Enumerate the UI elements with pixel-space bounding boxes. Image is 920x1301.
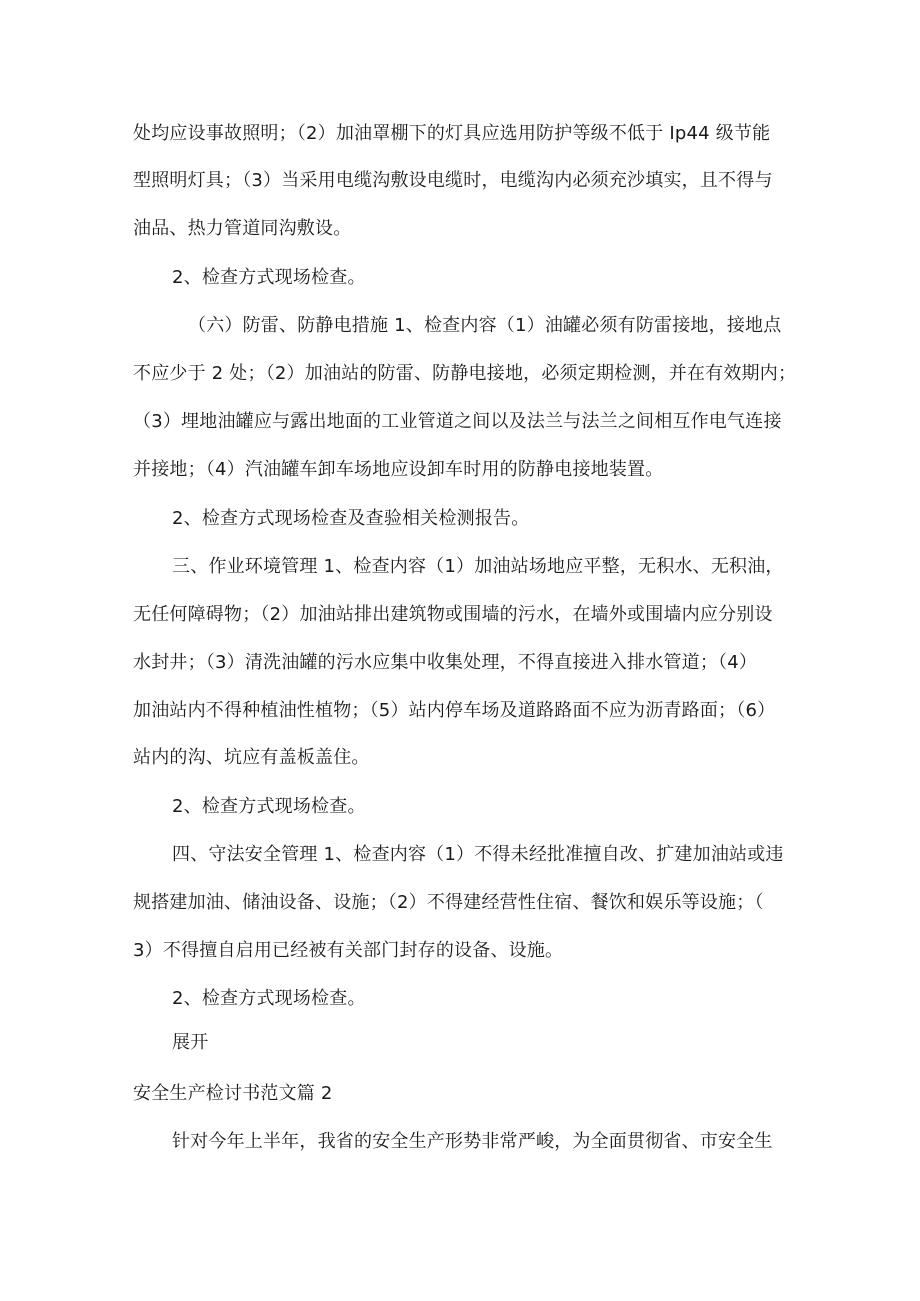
text-line: 水封井；（3）清洗油罐的污水应集中收集处理，不得直接进入排水管道；（4） [133, 652, 758, 673]
text-line: 3）不得擅自启用已经被有关部门封存的设备、设施。 [133, 940, 564, 961]
text-line: 加油站内不得种植油性植物；（5）站内停车场及道路路面不应为沥青路面；（6） [133, 700, 776, 721]
section-heading-line: 四、守法安全管理 1、检查内容（1）不得未经批准擅自改、扩建加油站或违 [172, 844, 784, 865]
text-line: 站内的沟、坑应有盖板盖住。 [133, 747, 370, 768]
text-line: 2、检查方式现场检查。 [172, 267, 366, 288]
text-line: 2、检查方式现场检查。 [172, 796, 366, 817]
text-line: 处均应设事故照明；（2）加油罩棚下的灯具应选用防护等级不低于 Ip44 级节能 [133, 123, 771, 144]
text-line: 2、检查方式现场检查及查验相关检测报告。 [172, 508, 530, 529]
section-heading-line: 三、作业环境管理 1、检查内容（1）加油站场地应平整，无积水、无积油， [172, 556, 784, 577]
text-line: 针对今年上半年，我省的安全生产形势非常严峻，为全面贯彻省、市安全生 [172, 1131, 773, 1152]
text-line: 不应少于 2 处；（2）加油站的防雷、防静电接地，必须定期检测，并在有效期内； [133, 363, 797, 384]
text-line: 2、检查方式现场检查。 [172, 988, 366, 1009]
text-line: 并接地；（4）汽油罐车卸车场地应设卸车时用的防静电接地装置。 [133, 459, 664, 480]
text-line: 无任何障碍物；（2）加油站排出建筑物或围墙的污水，在墙外或围墙内应分别设 [133, 604, 773, 625]
section-heading-line: （六）防雷、防静电措施 1、检查内容（1）油罐必须有防雷接地，接地点 [188, 315, 782, 336]
article-title: 安全生产检讨书范文篇 2 [133, 1083, 333, 1104]
text-line: 规搭建加油、储油设备、设施；（2）不得建经营性住宿、餐饮和娱乐等设施；（ [133, 892, 764, 913]
text-line: （3）埋地油罐应与露出地面的工业管道之间以及法兰与法兰之间相互作电气连接 [133, 411, 782, 432]
expand-link[interactable]: 展开 [172, 1032, 209, 1053]
text-line: 型照明灯具；（3）当采用电缆沟敷设电缆时，电缆沟内必须充沙填实，且不得与 [133, 170, 773, 191]
text-line: 油品、热力管道同沟敷设。 [133, 218, 352, 239]
